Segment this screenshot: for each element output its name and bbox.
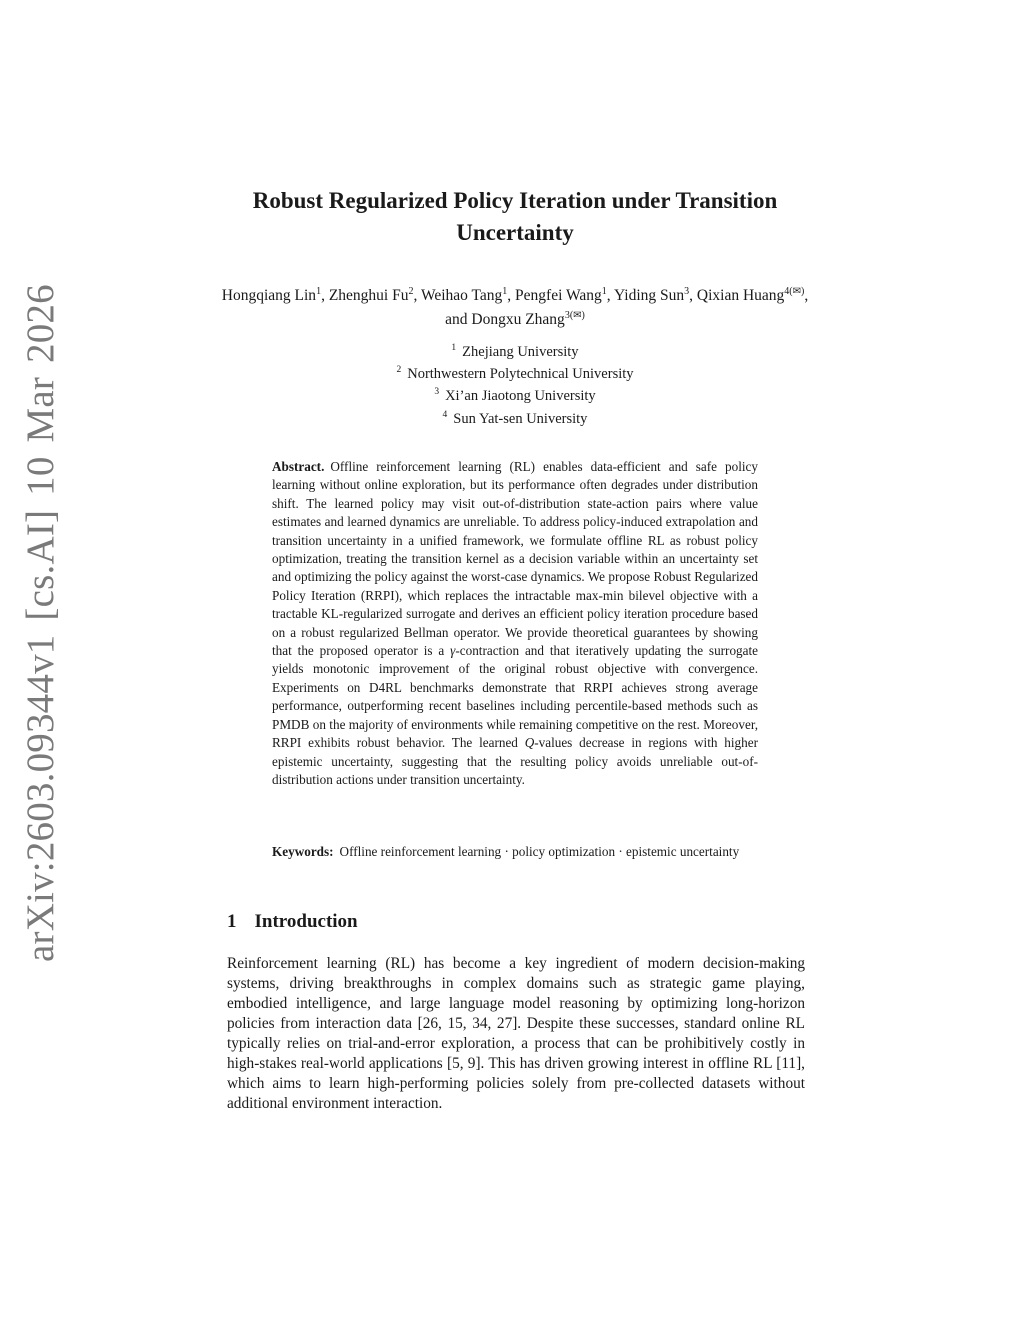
section-heading <box>227 911 358 933</box>
section-title: Introduction <box>254 911 358 932</box>
abstract-label: Abstract. <box>272 459 325 474</box>
affiliation: $^2$ Northwestern Polytechnical University <box>396 365 634 383</box>
author: Qixian Huang$^{4(✉)}$, and <box>445 286 809 329</box>
author: Weihao Tang$^1$, <box>420 286 516 305</box>
affiliation: $^1$ Zhejiang University <box>451 343 579 360</box>
author: Yiding Sun$^3$, <box>613 286 697 305</box>
author-list <box>215 282 815 330</box>
q-symbol: Q <box>524 735 535 751</box>
abstract-text: -contraction and that iteratively updating the surrogate yields monotonic improvement of the original robust objective with convergence. Experiments on D4RL benchmarks demonstrate that RRPI achieves strong average performance, outperforming recent baselines including percentile-based methods such as PMDB on the majority of environments while remaining competitive on the rest. Moreover, RRPI exhibits robust behavior. The learned <box>272 643 758 751</box>
affiliation: $^4$ Sun Yat-sen University <box>442 409 588 427</box>
author: Dongxu Zhang$^{3(✉)}$ <box>471 310 585 329</box>
abstract-text: Offline reinforcement learning (RL) enables data-efficient and safe policy learning without online exploration, but its performance often degrades under distribution shift. The learned policy may visit out-of-distribution state-action pairs where value estimates and learned dynamics are unreliable. To address policy-induced extrapolation and transition uncertainty in a unified framework, we formulate offline RL as robust policy optimization, treating the transition kernel as a decision variable within an uncertainty set and optimizing the policy against the worst-case dynamics. We propose Robust Regularized Policy Iteration (RRPI), which replaces the intractable max-min bilevel objective with a tractable KL-regularized surrogate and derives an efficient policy iteration procedure based on a robust regularized Bellman operator. We provide theoretical guarantees by showing that the proposed operator is a <box>272 459 758 659</box>
author: Hongqiang Lin$^1$, <box>221 286 329 305</box>
keywords-text: Offline reinforcement learning · policy optimization · epistemic uncertainty <box>339 844 740 859</box>
abstract-text: -values decrease in regions with higher epistemic uncertainty, suggesting that the resulting policy avoids unreliable out-of-distribution actions under transition uncertainty. <box>272 735 758 787</box>
keywords-label: Keywords: <box>272 844 334 859</box>
section-number: 1 <box>227 911 237 932</box>
author: Pengfei Wang$^1$, <box>515 286 614 305</box>
abstract <box>272 458 758 789</box>
introduction-paragraph: Reinforcement learning (RL) has become a key ingredient of modern decision-making systems, driving breakthroughs in complex domains such as strategic game playing, embodied intelligence, and large language model reasoning by optimizing long-horizon policies from interaction data [26, 15, 34, 27]. Despite these successes, standard online RL typically relies on trial-and-error exploration, a process that can be prohibitively costly in high-stakes real-world applications [5, 9]. This has driven growing interest in offline RL [11], which aims to learn high-performing policies solely from pre-collected datasets without additional environment interaction. <box>227 955 805 1112</box>
affiliation: $^3$ Xi’an Jiaotong University <box>434 387 596 405</box>
arxiv-identifier-stamp: arXiv:2603.09344v1 [cs.AI] 10 Mar 2026 <box>19 284 62 962</box>
affiliation-list <box>300 339 730 428</box>
gamma-symbol: γ <box>450 643 456 659</box>
paper-title: Robust Regularized Policy Iteration under Transition Uncertainty <box>252 188 778 245</box>
keywords <box>272 843 758 861</box>
author: Zhenghui Fu$^2$, <box>328 286 421 305</box>
